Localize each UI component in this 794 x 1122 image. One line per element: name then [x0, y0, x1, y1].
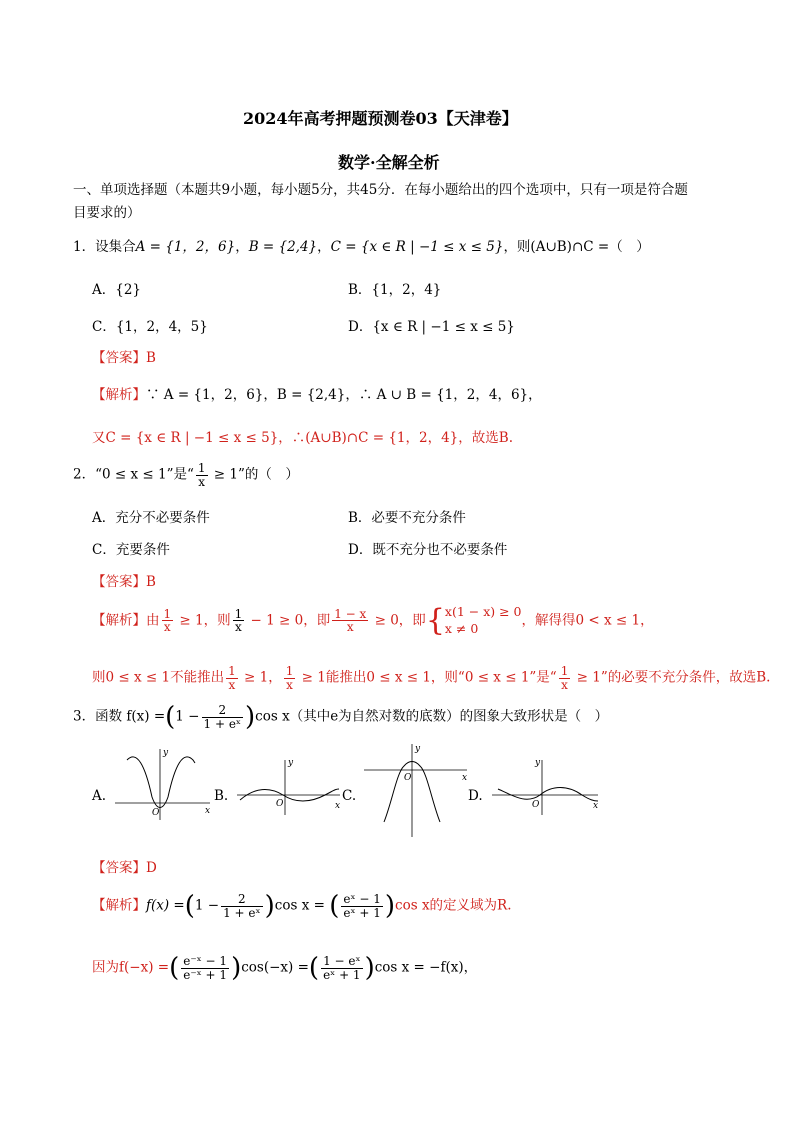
axis-x-label: x [205, 806, 211, 816]
q2-analysis-line2 [92, 665, 770, 691]
paren-close: ) [384, 891, 396, 922]
paren-close: ) [231, 953, 242, 984]
paren-close: ) [364, 953, 375, 984]
text: ≥ 1， [239, 669, 282, 686]
axis-x-label: x [593, 801, 599, 811]
axis-y-label: y [415, 744, 421, 754]
paren-open: ( [329, 891, 340, 922]
q1-answer [92, 346, 156, 366]
q3-graph-d [490, 755, 605, 815]
paren-close: ) [264, 891, 275, 922]
fraction-emxm1-over-emxp1 [181, 955, 229, 981]
denominator: x [163, 620, 171, 635]
q1-stem-prefix: 1．设集合 [73, 239, 136, 255]
answer-value: B [146, 574, 156, 590]
text: f(x) = [146, 897, 185, 914]
axis-y-label: y [535, 758, 541, 768]
q2-option-d: D．既不充分也不必要条件 [348, 542, 508, 558]
system-line1: x(1 − x) ≥ 0 [444, 604, 522, 619]
q3-option-b-label: B. [214, 788, 229, 804]
numerator: 1 [234, 606, 243, 621]
text: cos x的定义域为R. [395, 897, 512, 914]
denominator: x [286, 677, 293, 692]
numerator: e⁻ˣ − 1 [183, 954, 228, 968]
answer-label: 【答案】 [92, 350, 146, 366]
q2-option-c: C．充要条件 [92, 542, 170, 558]
q1-set-b: B = {2,4} [248, 239, 318, 255]
q3-option-c-label: C. [342, 788, 357, 804]
denominator: x [235, 620, 242, 635]
numerator: 1 [560, 664, 569, 678]
numerator: 2 [221, 893, 263, 907]
system-line2: x ≠ 0 [444, 620, 479, 636]
q3-analysis-line1: 【解析】f(x) =(1 − $\frac{2}{\text{1 + eˣ}}$ )cos x = ( $\frac{\text{eˣ − 1}}{\text{eˣ + 1}}$ )cos x的定义域为R. [92, 891, 512, 922]
q3-option-a-label: A. [92, 788, 107, 804]
section-heading-line2: 目要求的） [73, 205, 141, 221]
q1-option-a: A．{2} [92, 282, 142, 298]
q3-answer [92, 856, 157, 876]
text: ≥ 1，则 [175, 612, 231, 629]
q2-stem-prefix: 2．“0 ≤ x ≤ 1”是“ [73, 466, 194, 483]
analysis-text: ∵ A = {1，2，6}，B = {2,4}，∴ A ∪ B = {1，2，4，6}， [146, 387, 542, 403]
numerator: 2 [202, 704, 244, 718]
axis-origin-label: O [532, 800, 540, 810]
denominator: eˣ + 1 [343, 905, 381, 920]
q2-option-b: B．必要不充分条件 [348, 510, 466, 526]
fraction-1mex-over-exp1 [321, 955, 363, 981]
q3-graph-c [362, 742, 472, 837]
fraction-1-over-x [233, 608, 245, 634]
fraction-1-over-x [284, 665, 296, 691]
denominator: x [228, 677, 236, 692]
q3-graph-a [115, 745, 215, 820]
text: cos(−x) = [241, 959, 309, 976]
axis-x-label: x [335, 801, 341, 811]
q2-answer [92, 570, 156, 590]
denominator: x [346, 620, 354, 635]
section-heading-line1: 一、单项选择题（本题共9小题，每小题5分，共45分．在每小题给出的四个选项中，只有一项是符合题 [73, 182, 688, 198]
text: 1 − [194, 897, 220, 914]
fraction-1mx-over-x [332, 608, 368, 634]
q2-stem-suffix: ≥ 1”的（ ） [209, 466, 299, 483]
q2-option-a: A．充分不必要条件 [92, 510, 210, 526]
text: ≥ 1能推出0 ≤ x ≤ 1，则“0 ≤ x ≤ 1”是“ [297, 669, 557, 686]
analysis-label: 【解析】 [92, 897, 146, 914]
denominator: x [561, 677, 568, 692]
paren-open: ( [165, 702, 176, 733]
q1-set-c: C = {x ∈ R | −1 ≤ x ≤ 5} [330, 239, 504, 255]
fraction-exm1-over-exp1 [341, 893, 383, 919]
equals: = [313, 897, 325, 914]
analysis-label: 【解析】 [92, 612, 146, 629]
denominator: 1 + eˣ [203, 716, 242, 731]
axis-origin-label: O [276, 799, 284, 809]
text: 则0 ≤ x ≤ 1不能推出 [92, 669, 225, 686]
text: 因为f(−x) = [92, 959, 170, 976]
q3-analysis-line2 [92, 953, 478, 984]
fraction-2-over-1pex [221, 893, 263, 919]
q3-stem [73, 702, 609, 733]
axis-origin-label: O [152, 808, 160, 818]
q3-stem-prefix: 3．函数 f(x) = [73, 708, 166, 725]
text: cos x = −f(x)， [374, 959, 478, 976]
numerator: 1 [197, 461, 206, 475]
text: 由 [146, 612, 160, 629]
doc-title: 2024年高考押题预测卷03【天津卷】 [243, 109, 518, 128]
numerator: 1 [285, 664, 294, 678]
axis-y-label: y [288, 758, 294, 768]
text: ，解得得0 < x ≤ 1， [521, 612, 654, 629]
axis-x-label: x [462, 773, 468, 783]
analysis-label: 【解析】 [92, 387, 146, 403]
numerator: 1 [163, 606, 172, 621]
denominator: eˣ + 1 [323, 967, 361, 982]
text: ≥ 0，即 [370, 612, 426, 629]
fraction-1-over-x [162, 608, 174, 634]
answer-value: D [146, 860, 157, 876]
q3-stem-suffix: cos x（其中e为自然对数的底数）的图象大致形状是（ ） [255, 708, 609, 725]
numerator: eˣ − 1 [343, 892, 381, 906]
denominator: x [198, 474, 206, 489]
fraction-2-over-1pex [202, 704, 244, 730]
q1-set-a: A = {1，2，6} [135, 239, 236, 255]
text: ≥ 1”的必要不充分条件，故选B. [572, 669, 771, 686]
denominator: e⁻ˣ + 1 [183, 967, 228, 982]
inequality-system [445, 604, 522, 638]
denominator: 1 + eˣ [223, 905, 261, 920]
q3-option-d-label: D. [468, 788, 483, 804]
fraction-1-over-x [226, 665, 238, 691]
q2-stem [73, 462, 299, 488]
numerator: 1 − x [334, 606, 367, 621]
fraction-1-over-x [559, 665, 571, 691]
answer-label: 【答案】 [92, 574, 146, 590]
q2-stem-fraction [196, 462, 208, 488]
q3-graph-b [235, 755, 345, 815]
doc-subtitle: 数学·全解全析 [338, 153, 440, 172]
q1-option-d: D．{x ∈ R | −1 ≤ x ≤ 5} [348, 319, 515, 335]
numerator: 1 [228, 664, 236, 678]
q1-analysis-line2: 又C = {x ∈ R | −1 ≤ x ≤ 5}，∴(A∪B)∩C = {1，2，4}，故选B. [92, 430, 513, 446]
numerator: 1 − eˣ [323, 954, 361, 968]
text: 1 − [175, 708, 200, 725]
paren-close: ) [245, 702, 256, 733]
paren-open: ( [169, 953, 180, 984]
q1-analysis-line1 [92, 383, 542, 403]
q1-option-b: B．{1，2，4} [348, 282, 442, 298]
q1-option-c: C．{1，2，4，5} [92, 319, 208, 335]
system-brace: { [425, 602, 445, 638]
text: − 1 ≥ 0，即 [246, 612, 331, 629]
q1-stem: 1．设集合A = {1，2，6}，B = {2,4}，C = {x ∈ R | −1 ≤ x ≤ 5}，则(A∪B)∩C =（ ） [73, 239, 650, 255]
answer-label: 【答案】 [92, 860, 146, 876]
axis-origin-label: O [404, 773, 412, 783]
axis-y-label: y [163, 748, 169, 758]
paren-open: ( [308, 953, 320, 984]
q2-analysis-line1 [92, 604, 654, 638]
answer-value: B [146, 350, 156, 366]
paren-open: ( [184, 891, 195, 922]
q1-stem-suffix: ，则(A∪B)∩C =（ ） [503, 239, 650, 255]
